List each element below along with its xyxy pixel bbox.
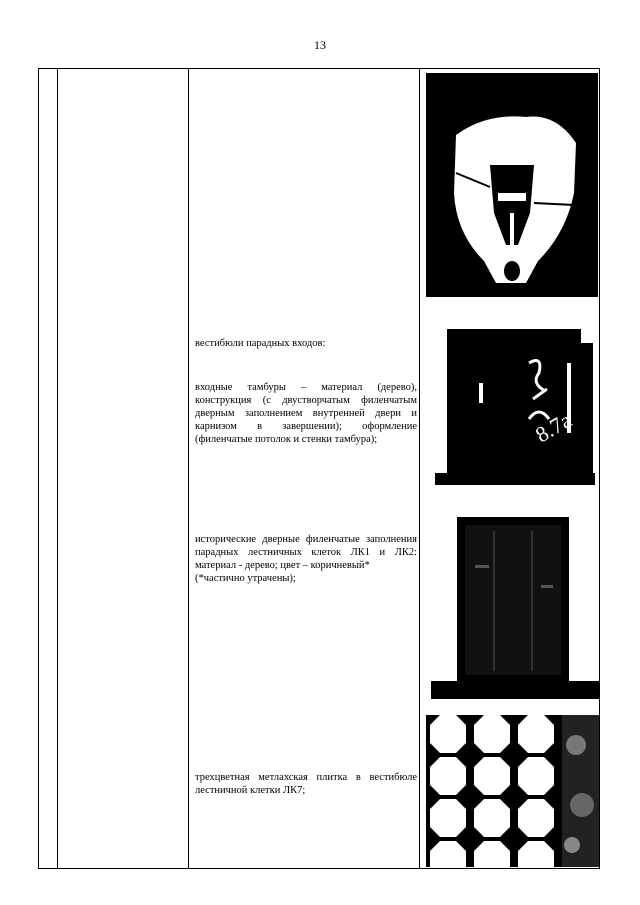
- photo-metlakh-tile-floor: [426, 715, 599, 867]
- vestibule-ceiling-image: [426, 73, 598, 297]
- feature-paragraph: исторические дверные филенчатые заполнения парадных лестничных клеток ЛК1 и ЛК2: материал - дерево; цвет – коричневый*: [195, 534, 417, 571]
- photo-panel-door: [431, 515, 599, 699]
- feature-paragraph: входные тамбуры – материал (дерево), конструкция (с двустворчатым филенчатым дверным заполнением внутренней двери и карнизом в завершении); оформление (филенчатые потолок и стенки тамбура);: [195, 382, 417, 445]
- column-divider-2: [188, 69, 189, 868]
- feature-paragraph: вестибюли парадных входов:: [195, 338, 326, 349]
- page-number: 13: [314, 38, 326, 52]
- panel-door-image: [431, 515, 599, 699]
- feature-text-entrance-vestibule: [195, 381, 417, 446]
- handwritten-label-photo: 8.7a: [531, 407, 576, 448]
- feature-paragraph: трехцветная метлахская плитка в вестибюле лестничной клетки ЛК7;: [195, 772, 417, 796]
- feature-text-doors: [195, 533, 417, 585]
- metlakh-tile-image: [426, 715, 599, 867]
- photo-vestibule-ceiling: [426, 73, 598, 297]
- photo-entrance-vestibule: [433, 323, 597, 485]
- heritage-table: [38, 68, 600, 869]
- column-divider-3: [419, 69, 420, 868]
- column-divider-1: [57, 69, 58, 868]
- feature-text-tiles: [195, 771, 417, 797]
- entrance-vestibule-image: [433, 323, 597, 485]
- feature-paragraph-note: (*частично утрачены);: [195, 573, 296, 584]
- feature-text-vestibules: [195, 337, 417, 350]
